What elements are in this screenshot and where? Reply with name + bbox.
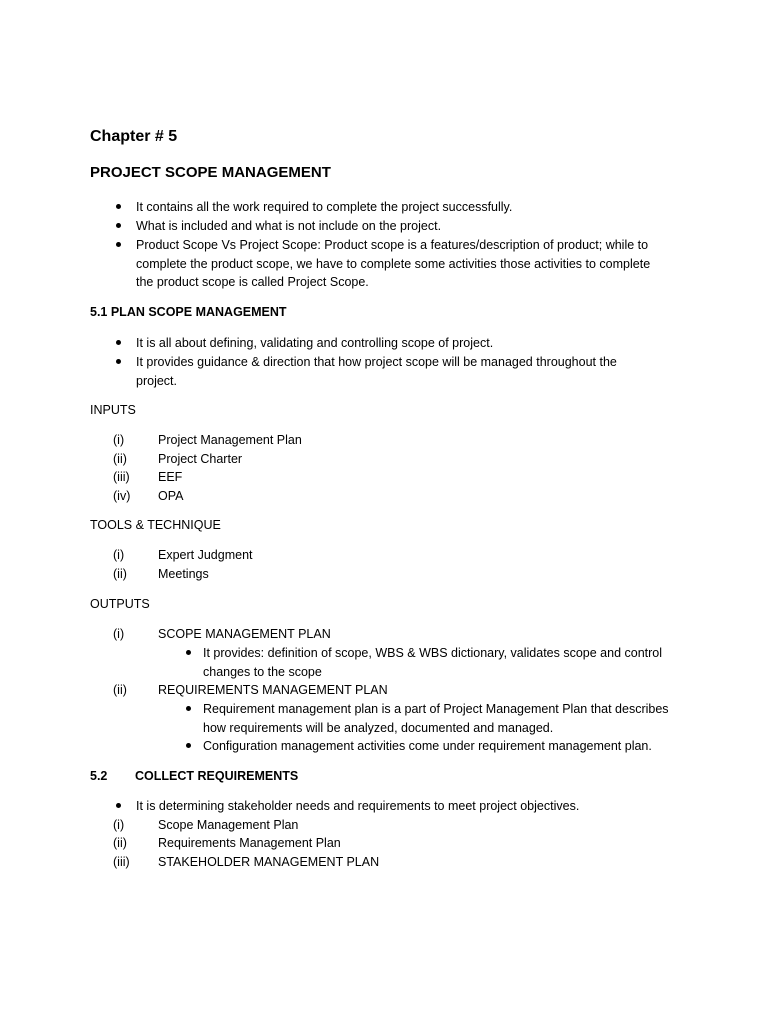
tool-num: (i) [113, 548, 125, 562]
inputs-heading: INPUTS [90, 403, 136, 417]
section-52-bullet: It is determining stakeholder needs and requirements to meet project objectives. [136, 799, 580, 813]
tools-heading: TOOLS & TECHNIQUE [90, 518, 221, 532]
output-num: (ii) [113, 683, 127, 697]
section-51-bullet-1: It is all about defining, validating and controlling scope of project. [136, 336, 494, 350]
tool-label: Meetings [158, 566, 209, 581]
bullet-dot [186, 706, 191, 711]
outputs-heading: OUTPUTS [90, 597, 150, 611]
input-label: EEF [158, 470, 183, 484]
bullet-dot [116, 223, 121, 228]
section-52-heading: COLLECT REQUIREMENTS [135, 769, 299, 783]
req-label: Scope Management Plan [158, 817, 299, 832]
bullet-dot [116, 340, 121, 345]
intro-bullet-2: What is included and what is not include on the project. [136, 219, 442, 233]
output-sub-bullet-line-1: Requirement management plan is a part of Project Management Plan that describes [203, 702, 669, 716]
input-num: (iii) [113, 470, 130, 484]
req-num: (iii) [113, 854, 130, 869]
input-label: OPA [158, 488, 184, 503]
intro-bullet-3-line-1: Product Scope Vs Project Scope: Product scope is a features/description of product; while to [136, 238, 649, 252]
req-label: STAKEHOLDER MANAGEMENT PLAN [158, 854, 380, 869]
output-sub-bullet-line-2: how requirements will be analyzed, documented and managed. [203, 720, 554, 735]
tool-label: Expert Judgment [158, 548, 253, 562]
req-label: Requirements Management Plan [158, 836, 341, 850]
intro-bullet-1: It contains all the work required to complete the project successfully. [136, 200, 513, 214]
intro-bullet-3-line-2: complete the product scope, we have to complete some activities those activities to complete [136, 256, 651, 271]
bullet-dot [116, 359, 121, 364]
bullet-dot [116, 803, 121, 808]
input-label: Project Management Plan [158, 433, 302, 447]
input-num: (ii) [113, 451, 127, 466]
intro-bullet-3-line-3: the product scope is called Project Scope. [136, 275, 369, 289]
output-sub-bullet-line-1: It provides: definition of scope, WBS & WBS dictionary, validates scope and control [203, 646, 663, 660]
input-label: Project Charter [158, 451, 243, 466]
bullet-dot [116, 242, 121, 247]
output-label: REQUIREMENTS MANAGEMENT PLAN [158, 683, 388, 697]
chapter-title: Chapter # 5 [90, 128, 178, 145]
section-51-heading: 5.1 PLAN SCOPE MANAGEMENT [90, 305, 287, 319]
section-52-num: 5.2 [90, 769, 108, 783]
section-51-bullet-2-line-1: It provides guidance & direction that how project scope will be managed throughout the [136, 355, 617, 369]
output-label: SCOPE MANAGEMENT PLAN [158, 627, 331, 641]
req-num: (i) [113, 817, 125, 832]
section-51-bullet-2-line-2: project. [136, 373, 177, 388]
bullet-dot [116, 204, 121, 209]
output-sub-bullet-line-2: changes to the scope [203, 664, 322, 679]
main-heading: PROJECT SCOPE MANAGEMENT [90, 164, 331, 181]
input-num: (i) [113, 433, 125, 447]
tool-num: (ii) [113, 566, 127, 581]
output-sub-bullet-line-1: Configuration management activities come under requirement management plan. [203, 739, 652, 753]
input-num: (iv) [113, 488, 131, 503]
bullet-dot [186, 743, 191, 748]
bullet-dot [186, 650, 191, 655]
req-num: (ii) [113, 836, 127, 850]
output-num: (i) [113, 627, 125, 641]
